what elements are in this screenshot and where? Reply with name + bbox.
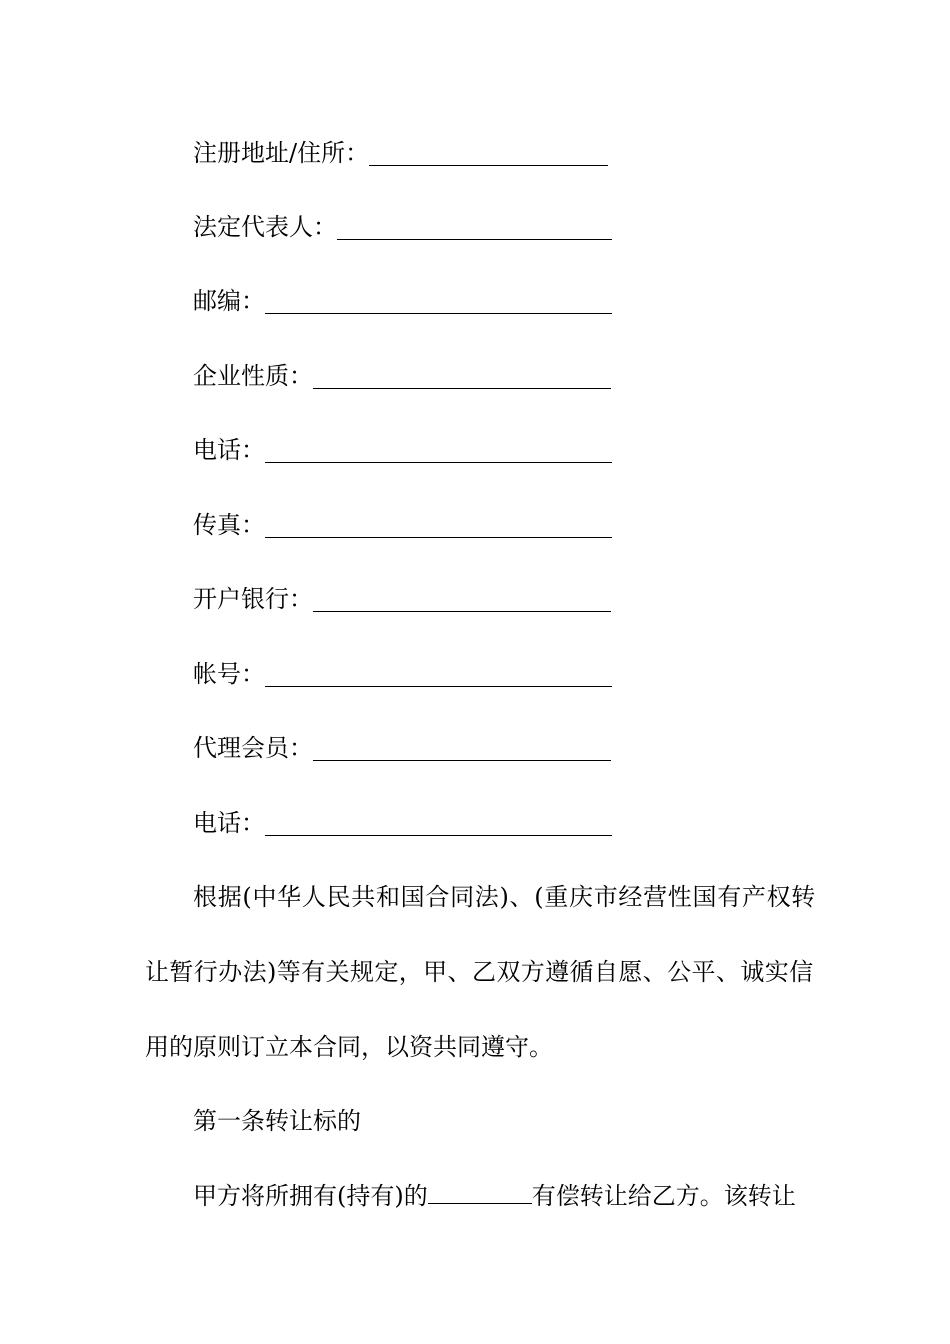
fill-blank[interactable]	[337, 217, 612, 240]
field-label: 邮编：	[193, 287, 265, 315]
field-phone	[193, 433, 612, 467]
article-text-after-blank: 有偿转让给乙方。该转让	[531, 1182, 796, 1210]
field-label: 企业性质：	[193, 362, 313, 390]
field-label: 开户银行：	[193, 585, 313, 613]
field-label: 代理会员：	[193, 734, 313, 762]
fill-blank[interactable]	[313, 589, 611, 612]
field-account-number	[193, 657, 612, 691]
field-enterprise-nature	[193, 359, 611, 393]
field-label: 法定代表人：	[193, 213, 337, 241]
field-legal-representative	[193, 210, 612, 244]
paragraph-line-3: 用的原则订立本合同，以资共同遵守。	[145, 1033, 553, 1061]
fill-blank[interactable]	[265, 440, 612, 463]
article-text-before-blank: 甲方将所拥有(持有)的	[193, 1182, 428, 1210]
field-label: 电话：	[193, 436, 265, 464]
field-postcode	[193, 284, 612, 318]
fill-blank[interactable]	[265, 515, 612, 538]
field-registered-address	[193, 136, 608, 170]
fill-blank[interactable]	[369, 143, 608, 166]
field-label: 电话：	[193, 809, 265, 837]
fill-blank[interactable]	[428, 1179, 532, 1204]
fill-blank[interactable]	[313, 366, 611, 389]
paragraph-line-1: 根据(中华人民共和国合同法)、(重庆市经营性国有产权转	[193, 883, 816, 911]
field-label: 帐号：	[193, 660, 265, 688]
fill-blank[interactable]	[313, 738, 611, 761]
field-fax	[193, 508, 612, 542]
fill-blank[interactable]	[265, 291, 612, 314]
field-phone-2	[193, 806, 612, 840]
article-text-line	[193, 1179, 796, 1213]
paragraph-line-2: 让暂行办法)等有关规定，甲、乙双方遵循自愿、公平、诚实信	[145, 958, 814, 986]
field-label: 注册地址/住所：	[193, 139, 370, 167]
field-bank	[193, 582, 611, 616]
fill-blank[interactable]	[265, 813, 612, 836]
field-label: 传真：	[193, 511, 265, 539]
field-agent-member	[193, 731, 611, 765]
fill-blank[interactable]	[265, 664, 612, 687]
article-heading: 第一条转让标的	[193, 1107, 361, 1135]
